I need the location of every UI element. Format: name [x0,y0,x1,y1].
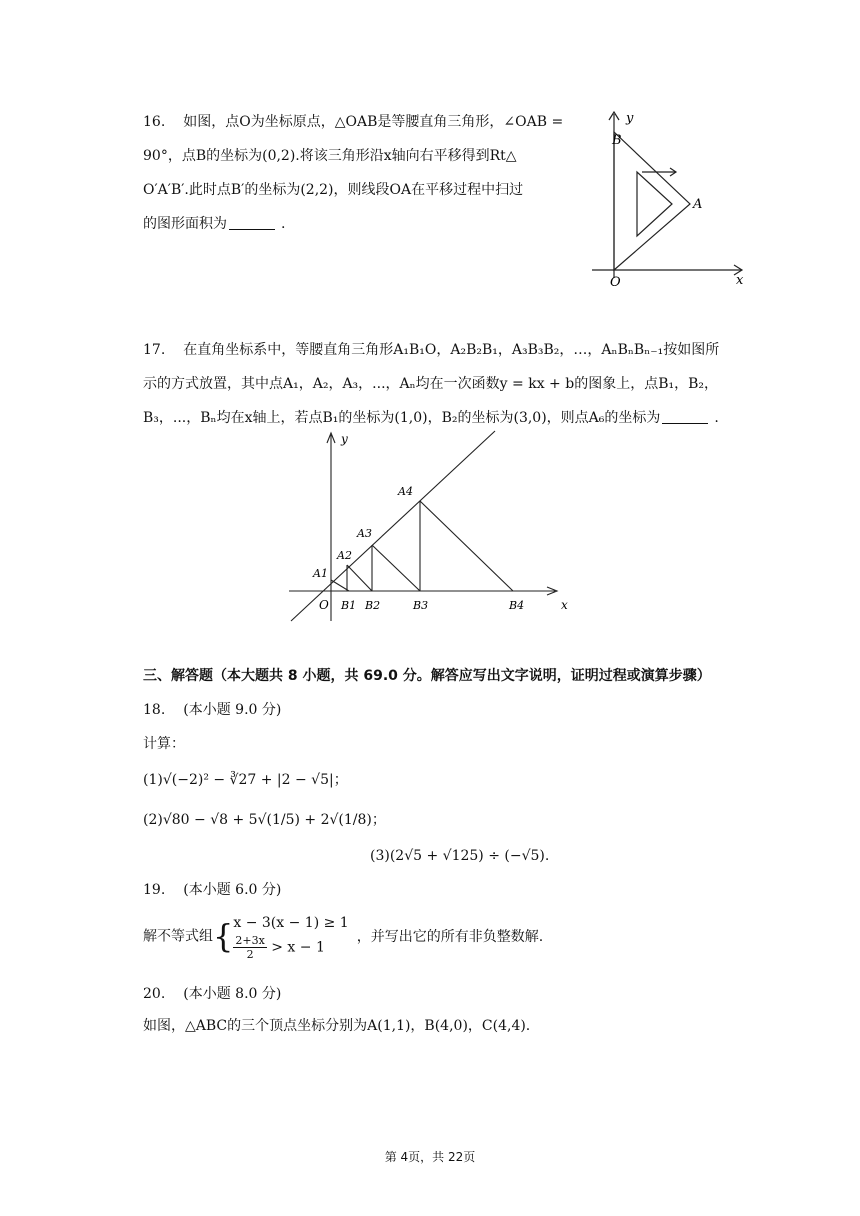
triangle-OAB [614,132,690,270]
left-brace: { [213,917,234,956]
q18-part1: (1)√(−2)² − ∛27 + |2 − √5|； [143,772,348,788]
q19-post: ，并写出它的所有非负整数解. [356,928,544,945]
q16-text-line3: O′A′B′.此时点B′的坐标为(2,2)，则线段OA在平移过程中扫过 [143,182,524,198]
fig2-label-B3: B3 [413,599,429,612]
A4-B4 [420,501,513,591]
q16-figure [590,108,760,290]
fig1-label-A: A [693,197,703,212]
q19-pre: 解不等式组 [143,928,213,945]
fig1-label-y: y [626,111,634,126]
q17-figure [285,425,585,625]
fig1-label-B: B [612,133,622,148]
q20-score: (本小题 8.0 分) [183,986,282,1002]
q17-period: . [714,410,719,426]
q18-part2: (2)√80 − √8 + 5√(1/5) + 2√(1/8)； [143,812,386,828]
fig2-label-B1: B1 [341,599,357,612]
q17-line1 [143,340,719,360]
line-y-kx-b [291,431,495,621]
fraction-denominator: 2 [246,948,254,961]
q16-text-line1: 如图，点O为坐标原点，△OAB是等腰直角三角形，∠OAB = [183,114,564,130]
A1-B1 [331,580,349,591]
inequality-1: x − 3(x − 1) ≥ 1 [233,915,349,931]
inequality-2 [233,934,348,961]
q18-intro: 计算： [143,736,185,752]
answer-blank [229,215,275,230]
fig2-label-A2: A2 [337,549,352,562]
section-3-header: 三、解答题（本大题共 8 小题，共 69.0 分。解答应写出文字说明，证明过程或演算步骤） [143,668,711,684]
q17-text-line3: B₃，...，Bₙ均在x轴上，若点B₁的坐标为(1,0)，B₂的坐标为(3,0)，则点A₆的坐标为 [143,410,661,426]
q19-score: (本小题 6.0 分) [183,882,282,898]
fig2-label-O: O [319,598,329,612]
fig2-label-A3: A3 [357,527,372,540]
q20-number: 20. [143,986,166,1002]
A2-B2 [347,565,372,591]
fig2-label-B2: B2 [365,599,381,612]
fig1-label-O: O [610,275,621,290]
q16-line4 [143,214,285,234]
A3-B3 [372,545,420,591]
fig1-label-x: x [736,273,744,288]
q17-text-line1: 在直角坐标系中，等腰直角三角形A₁B₁O，A₂B₂B₁，A₃B₃B₂，…，AₙBₙBₙ₋₁按如图所 [183,342,720,358]
inequality-system [233,912,348,961]
inequality-2-rest: > x − 1 [271,939,325,956]
fig2-label-A1: A1 [313,567,328,580]
q19-number: 19. [143,882,166,898]
q16-text-line4: 的图形面积为 [143,216,227,232]
q18-number: 18. [143,702,166,718]
q18-score: (本小题 9.0 分) [183,702,282,718]
fig2-label-A4: A4 [398,485,413,498]
q16-line1 [143,112,563,132]
q18-part3: (3)(2√5 + √125) ÷ (−√5). [370,848,550,864]
fraction [233,934,266,961]
fig2-label-B4: B4 [509,599,525,612]
q17-number: 17. [143,342,166,358]
q16-period: . [281,216,286,232]
q18-header [143,700,281,720]
page-footer: 第 4页，共 22页 [384,1150,476,1164]
q20-text: 如图，△ABC的三个顶点坐标分别为A(1,1)，B(4,0)，C(4,4). [143,1018,531,1034]
q19-body [143,912,543,961]
fig2-label-x: x [561,598,568,612]
q17-text-line2: 示的方式放置，其中点A₁，A₂，A₃，...，Aₙ均在一次函数y = kx + b的图象上，点B₁，B₂， [143,376,718,392]
q16-number: 16. [143,114,166,130]
q16-text-line2: 90°，点B的坐标为(0,2).将该三角形沿x轴向右平移得到Rt△ [143,148,517,164]
fig2-label-y: y [341,432,348,446]
answer-blank [662,409,708,424]
q19-header [143,880,281,900]
fraction-numerator: 2+3x [235,934,265,947]
q20-header [143,984,281,1004]
